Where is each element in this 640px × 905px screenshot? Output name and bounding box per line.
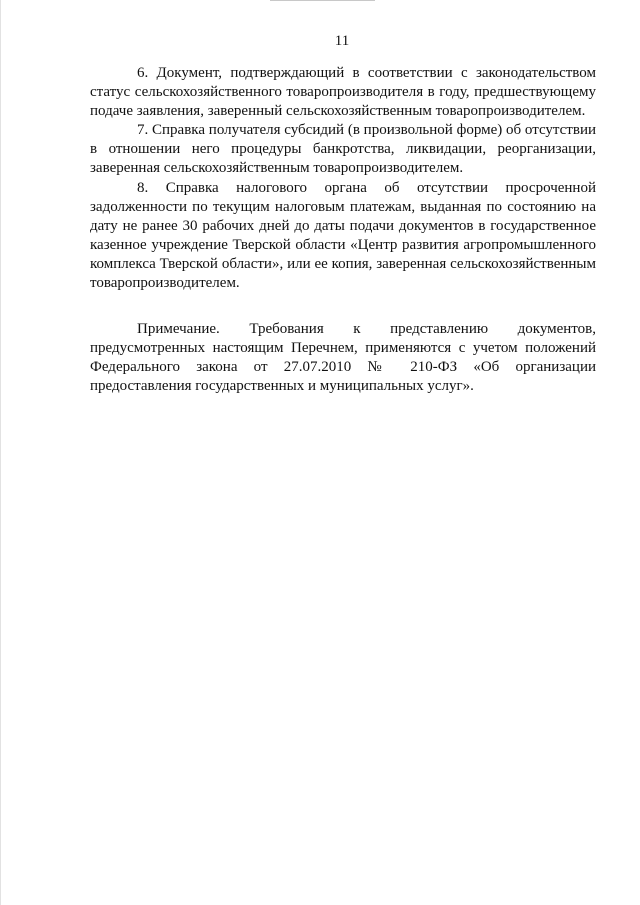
list-item-7: 7. Справка получателя субсидий (в произвольной форме) об отсутствии в отношении него процедуры банкротства, ликвидации, реорганизации, заверенная сельскохозяйственным товаропроизводителем. bbox=[90, 122, 596, 177]
page-number: 11 bbox=[334, 33, 350, 49]
document-body bbox=[90, 64, 596, 397]
left-scan-edge bbox=[0, 0, 1, 905]
list-item-8: 8. Справка налогового органа об отсутствии просроченной задолженности по текущим налоговым платежам, выданная по состоянию на дату не ранее 30 рабочих дней до даты подачи документов в государственное казенное учреждение Тверской области «Центр развития агропромышленного комплекса Тверской области», или ее копия, заверенная сельскохозяйственным товаропроизводителем. bbox=[90, 179, 596, 292]
top-divider bbox=[270, 0, 375, 1]
list-item-6: 6. Документ, подтверждающий в соответствии с законодательством статус сельскохозяйственного товаропроизводителя в году, предшествующему подаче заявления, заверенный сельскохозяйственным товаропроизводителем. bbox=[90, 65, 596, 120]
note-paragraph: Примечание. Требования к представлению документов, предусмотренных настоящим Перечнем, применяются с учетом положений Федерального закона от 27.07.2010 № 210-ФЗ «Об организации предоставления государственных и муниципальных услуг». bbox=[90, 321, 596, 395]
